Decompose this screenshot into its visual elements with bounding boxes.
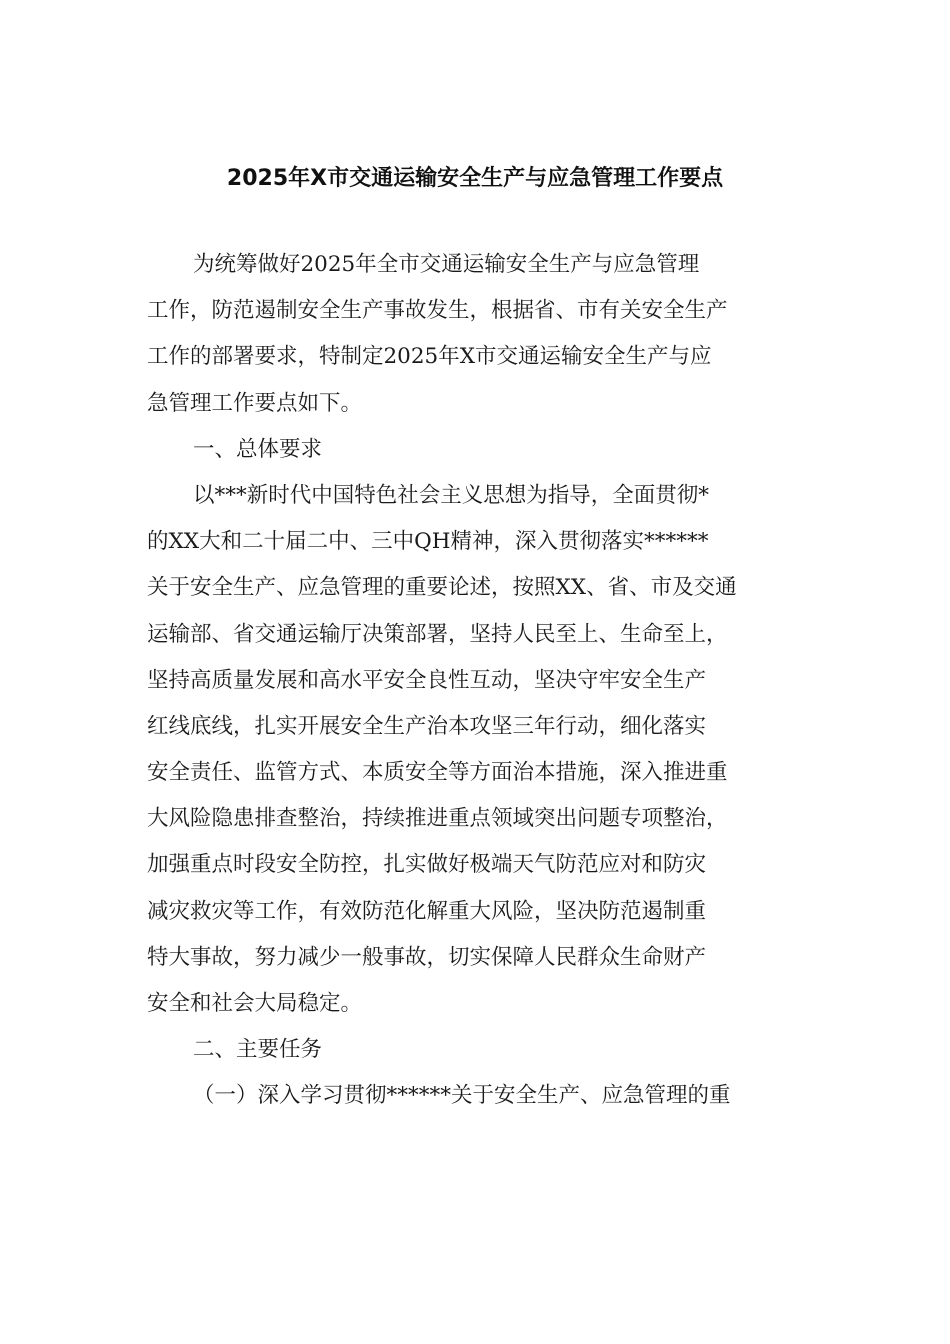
- text-line: 的XX大和二十届二中、三中QH精神，深入贯彻落实******: [147, 529, 709, 555]
- section-heading: 一、总体要求: [193, 436, 323, 462]
- section-heading-tasks: [147, 1027, 807, 1073]
- text-line: 特大事故，努力减少一般事故，切实保障人民群众生命财产: [147, 944, 707, 970]
- section-heading: 二、主要任务: [193, 1037, 323, 1063]
- task-one-paragraph: [147, 1073, 807, 1119]
- text-line: 关于安全生产、应急管理的重要论述，按照XX、省、市及交通: [147, 575, 737, 601]
- text-line: 为统筹做好2025年全市交通运输安全生产与应急管理: [193, 252, 700, 277]
- text-line: 急管理工作要点如下。: [147, 390, 363, 416]
- text-line: 红线底线，扎实开展安全生产治本攻坚三年行动，细化落实: [147, 713, 707, 739]
- text-line: 减灾救灾等工作，有效防范化解重大风险，坚决防范遏制重: [147, 898, 707, 924]
- section-heading-general: [147, 427, 807, 473]
- text-line: 以***新时代中国特色社会主义思想为指导，全面贯彻*: [193, 482, 710, 508]
- text-line: 坚持高质量发展和高水平安全良性互动，坚决守牢安全生产: [147, 667, 707, 693]
- intro-paragraph: [147, 242, 807, 427]
- text-line: （一）深入学习贯彻******关于安全生产、应急管理的重: [193, 1083, 731, 1109]
- text-line: 安全和社会大局稳定。: [147, 991, 363, 1016]
- text-line: 工作的部署要求，特制定2025年X市交通运输安全生产与应: [147, 344, 712, 370]
- text-line: 大风险隐患排查整治，持续推进重点领域突出问题专项整治，: [147, 806, 728, 832]
- general-requirements-paragraph: [147, 473, 807, 1027]
- text-line: 安全责任、监管方式、本质安全等方面治本措施，深入推进重: [147, 760, 728, 786]
- text-line: 工作，防范遏制安全生产事故发生，根据省、市有关安全生产: [147, 298, 728, 324]
- text-line: 加强重点时段安全防控，扎实做好极端天气防范应对和防灾: [147, 852, 707, 878]
- document-title: 2025年X市交通运输安全生产与应急管理工作要点: [226, 166, 724, 191]
- document-body: [147, 242, 807, 1120]
- text-line: 运输部、省交通运输厅决策部署，坚持人民至上、生命至上，: [147, 621, 728, 647]
